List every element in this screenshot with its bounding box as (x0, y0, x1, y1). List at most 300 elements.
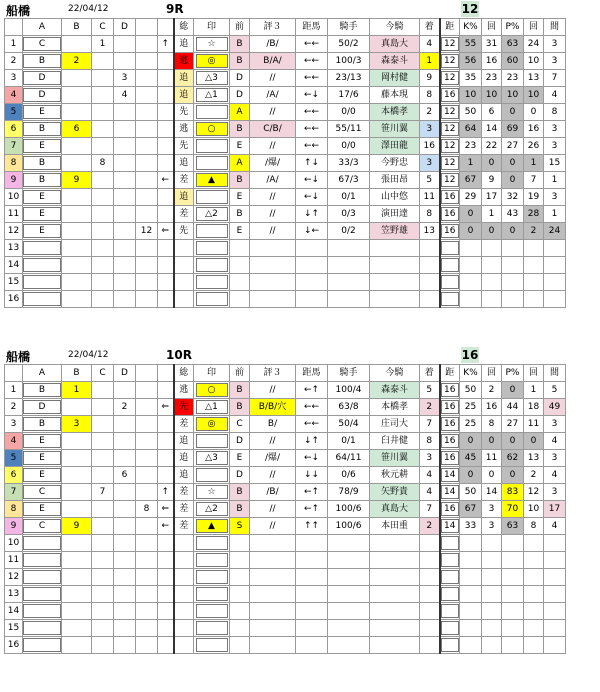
cell-k2[interactable]: 14 (482, 484, 502, 501)
cell-shirushi[interactable] (194, 620, 230, 637)
cell-c[interactable]: 1 (92, 36, 114, 53)
cell-ky[interactable] (440, 121, 460, 138)
cell-kon[interactable] (370, 603, 420, 620)
cell-c[interactable] (92, 620, 114, 637)
cell-a[interactable] (23, 36, 62, 53)
cell-k[interactable]: 33 (460, 518, 482, 535)
cell-chaku[interactable]: 1 (420, 53, 440, 70)
cell-shirushi[interactable] (194, 586, 230, 603)
cell-header[interactable]: 評３ (250, 365, 296, 382)
cell-k[interactable]: 1 (460, 155, 482, 172)
cell-c[interactable] (92, 240, 114, 257)
cell-ma[interactable]: 5 (544, 382, 566, 399)
cell-p2[interactable]: 0 (524, 104, 544, 121)
cell-d[interactable] (114, 552, 136, 569)
cell-b[interactable] (62, 484, 92, 501)
cell-kon[interactable] (370, 569, 420, 586)
cell-chaku[interactable] (420, 257, 440, 274)
cell-k2[interactable] (482, 552, 502, 569)
cell-hyo[interactable]: // (250, 223, 296, 240)
cell-chaku[interactable] (420, 291, 440, 308)
cell-ky[interactable] (440, 501, 460, 518)
cell-kon[interactable]: 臼井健 (370, 433, 420, 450)
cell-arrow[interactable] (158, 569, 174, 586)
cell-b[interactable]: 2 (62, 53, 92, 70)
cell-n[interactable]: 6 (5, 467, 23, 484)
cell-k2[interactable]: 31 (482, 36, 502, 53)
cell-d[interactable] (114, 569, 136, 586)
cell-b[interactable] (62, 223, 92, 240)
cell-arrow[interactable] (158, 104, 174, 121)
cell-p2[interactable]: 7 (524, 172, 544, 189)
cell-kon[interactable]: 本田重 (370, 518, 420, 535)
cell-kon[interactable]: 矢野貴 (370, 484, 420, 501)
cell-a[interactable] (23, 206, 62, 223)
cell-mae[interactable]: B (230, 501, 250, 518)
cell-p[interactable] (502, 637, 524, 654)
cell-k2[interactable]: 8 (482, 416, 502, 433)
cell-n[interactable]: 2 (5, 399, 23, 416)
cell-ky[interactable] (440, 518, 460, 535)
cell-e[interactable] (136, 637, 158, 654)
cell-kon[interactable]: 笹川翼 (370, 450, 420, 467)
cell-mae[interactable]: D (230, 433, 250, 450)
cell-shirushi[interactable] (194, 223, 230, 240)
cell-k2[interactable]: 14 (482, 121, 502, 138)
cell-shirushi[interactable] (194, 189, 230, 206)
cell-a[interactable] (23, 223, 62, 240)
cell-jockey[interactable]: 100/6 (328, 518, 370, 535)
cell-c[interactable] (92, 382, 114, 399)
cell-so[interactable]: 追 (174, 87, 194, 104)
cell-arrow[interactable]: ↑ (158, 484, 174, 501)
cell-b[interactable] (62, 87, 92, 104)
cell-c[interactable] (92, 399, 114, 416)
cell-kyori[interactable]: ←← (296, 36, 328, 53)
cell-header[interactable]: P% (502, 19, 524, 36)
cell-a[interactable] (23, 189, 62, 206)
cell-k[interactable]: 45 (460, 450, 482, 467)
cell-b[interactable] (62, 206, 92, 223)
cell-k2[interactable]: 0 (482, 467, 502, 484)
cell-p[interactable]: 43 (502, 206, 524, 223)
cell-ma[interactable]: 3 (544, 36, 566, 53)
cell-jockey[interactable]: 0/3 (328, 206, 370, 223)
cell-so[interactable]: 先 (174, 104, 194, 121)
cell-so[interactable]: 逃 (174, 53, 194, 70)
cell-shirushi[interactable] (194, 501, 230, 518)
cell-shirushi[interactable] (194, 138, 230, 155)
cell-hyo[interactable]: // (250, 70, 296, 87)
cell-p2[interactable]: 10 (524, 53, 544, 70)
cell-ky[interactable] (440, 138, 460, 155)
cell-a[interactable] (23, 416, 62, 433)
cell-p[interactable]: 70 (502, 501, 524, 518)
cell-ma[interactable]: 49 (544, 399, 566, 416)
cell-c[interactable] (92, 87, 114, 104)
cell-kon[interactable] (370, 291, 420, 308)
cell-mae[interactable] (230, 603, 250, 620)
cell-k2[interactable]: 1 (482, 206, 502, 223)
cell-shirushi[interactable] (194, 53, 230, 70)
cell-n[interactable]: 9 (5, 172, 23, 189)
cell-jockey[interactable]: 55/11 (328, 121, 370, 138)
cell-kon[interactable] (370, 257, 420, 274)
cell-jockey[interactable] (328, 257, 370, 274)
cell-jockey[interactable]: 17/6 (328, 87, 370, 104)
cell-header[interactable]: 今騎 (370, 19, 420, 36)
cell-chaku[interactable]: 2 (420, 518, 440, 535)
cell-p2[interactable]: 16 (524, 121, 544, 138)
cell-hyo[interactable] (250, 586, 296, 603)
cell-hyo[interactable] (250, 274, 296, 291)
cell-arrow[interactable]: ⇐ (158, 223, 174, 240)
cell-ky[interactable] (440, 206, 460, 223)
cell-so[interactable] (174, 569, 194, 586)
cell-arrow[interactable] (158, 291, 174, 308)
cell-kyori[interactable]: ←← (296, 416, 328, 433)
cell-p2[interactable]: 28 (524, 206, 544, 223)
cell-c[interactable] (92, 274, 114, 291)
cell-ma[interactable]: 17 (544, 501, 566, 518)
cell-d[interactable] (114, 603, 136, 620)
cell-so[interactable]: 追 (174, 155, 194, 172)
cell-k[interactable]: 0 (460, 223, 482, 240)
cell-ky[interactable] (440, 620, 460, 637)
cell-header[interactable]: 回 (524, 365, 544, 382)
cell-mae[interactable]: B (230, 399, 250, 416)
cell-so[interactable]: 差 (174, 501, 194, 518)
cell-kyori[interactable]: ←↓ (296, 189, 328, 206)
cell-header[interactable]: 距馬 (296, 19, 328, 36)
cell-so[interactable]: 追 (174, 433, 194, 450)
cell-k[interactable] (460, 257, 482, 274)
cell-c[interactable] (92, 257, 114, 274)
cell-d[interactable]: 3 (114, 70, 136, 87)
cell-c[interactable] (92, 223, 114, 240)
cell-ma[interactable] (544, 569, 566, 586)
cell-n[interactable]: 15 (5, 274, 23, 291)
cell-kon[interactable]: 演田達 (370, 206, 420, 223)
cell-a[interactable] (23, 257, 62, 274)
cell-e[interactable] (136, 382, 158, 399)
cell-p[interactable] (502, 586, 524, 603)
cell-so[interactable] (174, 637, 194, 654)
cell-c[interactable] (92, 569, 114, 586)
cell-ma[interactable] (544, 552, 566, 569)
cell-k[interactable] (460, 620, 482, 637)
cell-e[interactable] (136, 552, 158, 569)
cell-chaku[interactable]: 4 (420, 36, 440, 53)
cell-kon[interactable] (370, 586, 420, 603)
cell-ky[interactable] (440, 70, 460, 87)
cell-b[interactable]: 9 (62, 172, 92, 189)
cell-ky[interactable] (440, 155, 460, 172)
cell-ma[interactable] (544, 240, 566, 257)
cell-a[interactable] (23, 104, 62, 121)
cell-c[interactable] (92, 552, 114, 569)
cell-d[interactable] (114, 291, 136, 308)
cell-mae[interactable]: D (230, 70, 250, 87)
cell-d[interactable] (114, 36, 136, 53)
cell-d[interactable]: 4 (114, 87, 136, 104)
cell-so[interactable]: 追 (174, 467, 194, 484)
cell-a[interactable] (23, 382, 62, 399)
cell-shirushi[interactable] (194, 484, 230, 501)
cell-header[interactable]: A (23, 19, 62, 36)
cell-ky[interactable] (440, 87, 460, 104)
cell-kon[interactable]: 張田昂 (370, 172, 420, 189)
cell-jockey[interactable]: 100/3 (328, 53, 370, 70)
cell-k[interactable]: 35 (460, 70, 482, 87)
cell-chaku[interactable] (420, 603, 440, 620)
cell-d[interactable] (114, 620, 136, 637)
cell-mae[interactable]: E (230, 450, 250, 467)
cell-d[interactable] (114, 104, 136, 121)
cell-d[interactable] (114, 240, 136, 257)
cell-n[interactable]: 15 (5, 620, 23, 637)
cell-header[interactable]: 距馬 (296, 365, 328, 382)
cell-kyori[interactable]: ←↓ (296, 87, 328, 104)
cell-p2[interactable] (524, 569, 544, 586)
cell-jockey[interactable] (328, 569, 370, 586)
cell-e[interactable] (136, 87, 158, 104)
cell-p[interactable]: 32 (502, 189, 524, 206)
cell-jockey[interactable]: 0/6 (328, 467, 370, 484)
cell-ky[interactable] (440, 36, 460, 53)
cell-arrow[interactable] (158, 257, 174, 274)
cell-kon[interactable]: 森泰斗 (370, 382, 420, 399)
cell-b[interactable] (62, 274, 92, 291)
cell-mae[interactable]: B (230, 36, 250, 53)
cell-hyo[interactable]: B/A/ (250, 53, 296, 70)
cell-b[interactable] (62, 603, 92, 620)
cell-shirushi[interactable] (194, 416, 230, 433)
cell-kon[interactable]: 庄司大 (370, 416, 420, 433)
cell-so[interactable]: 差 (174, 206, 194, 223)
cell-b[interactable] (62, 257, 92, 274)
cell-hyo[interactable] (250, 552, 296, 569)
cell-n[interactable]: 6 (5, 121, 23, 138)
cell-hyo[interactable] (250, 637, 296, 654)
cell-k[interactable]: 55 (460, 36, 482, 53)
cell-k[interactable]: 64 (460, 121, 482, 138)
cell-so[interactable] (174, 240, 194, 257)
cell-ky[interactable] (440, 189, 460, 206)
cell-a[interactable] (23, 399, 62, 416)
cell-ky[interactable] (440, 552, 460, 569)
cell-kon[interactable] (370, 274, 420, 291)
cell-a[interactable] (23, 552, 62, 569)
cell-e[interactable] (136, 399, 158, 416)
cell-b[interactable] (62, 501, 92, 518)
cell-k[interactable] (460, 552, 482, 569)
cell-k[interactable]: 50 (460, 484, 482, 501)
cell-shirushi[interactable] (194, 121, 230, 138)
cell-so[interactable] (174, 552, 194, 569)
cell-arrow[interactable] (158, 70, 174, 87)
cell-kyori[interactable] (296, 535, 328, 552)
cell-mae[interactable] (230, 240, 250, 257)
cell-e[interactable] (136, 603, 158, 620)
cell-mae[interactable] (230, 586, 250, 603)
cell-ma[interactable]: 3 (544, 53, 566, 70)
cell-e[interactable] (136, 206, 158, 223)
cell-p[interactable] (502, 569, 524, 586)
cell-p[interactable]: 62 (502, 450, 524, 467)
cell-header[interactable] (136, 365, 158, 382)
cell-p2[interactable]: 13 (524, 450, 544, 467)
cell-arrow[interactable] (158, 467, 174, 484)
cell-kon[interactable] (370, 552, 420, 569)
cell-jockey[interactable] (328, 637, 370, 654)
cell-header[interactable]: K% (460, 19, 482, 36)
cell-k[interactable] (460, 535, 482, 552)
cell-k2[interactable]: 22 (482, 138, 502, 155)
cell-so[interactable] (174, 620, 194, 637)
cell-k2[interactable] (482, 637, 502, 654)
cell-c[interactable] (92, 467, 114, 484)
cell-a[interactable] (23, 620, 62, 637)
cell-n[interactable]: 8 (5, 501, 23, 518)
cell-header[interactable]: C (92, 19, 114, 36)
cell-header[interactable]: 今騎 (370, 365, 420, 382)
cell-a[interactable] (23, 291, 62, 308)
cell-k2[interactable]: 2 (482, 382, 502, 399)
cell-p[interactable]: 27 (502, 138, 524, 155)
cell-b[interactable] (62, 104, 92, 121)
cell-hyo[interactable] (250, 291, 296, 308)
cell-a[interactable] (23, 637, 62, 654)
cell-chaku[interactable] (420, 586, 440, 603)
cell-kon[interactable]: 真島大 (370, 501, 420, 518)
cell-a[interactable] (23, 484, 62, 501)
cell-p2[interactable] (524, 552, 544, 569)
cell-k2[interactable]: 3 (482, 501, 502, 518)
cell-mae[interactable]: S (230, 518, 250, 535)
cell-hyo[interactable] (250, 620, 296, 637)
cell-d[interactable] (114, 138, 136, 155)
cell-header[interactable]: D (114, 365, 136, 382)
cell-so[interactable]: 追 (174, 70, 194, 87)
cell-n[interactable]: 5 (5, 450, 23, 467)
cell-p[interactable] (502, 552, 524, 569)
cell-jockey[interactable] (328, 240, 370, 257)
cell-hyo[interactable] (250, 569, 296, 586)
cell-header[interactable] (158, 365, 174, 382)
cell-k2[interactable]: 10 (482, 87, 502, 104)
cell-kyori[interactable]: ↓↓ (296, 467, 328, 484)
cell-ma[interactable]: 4 (544, 433, 566, 450)
cell-hyo[interactable]: /A/ (250, 172, 296, 189)
cell-n[interactable]: 14 (5, 257, 23, 274)
cell-c[interactable] (92, 450, 114, 467)
cell-ma[interactable]: 3 (544, 450, 566, 467)
cell-kon[interactable]: 笠野雄 (370, 223, 420, 240)
cell-c[interactable] (92, 121, 114, 138)
cell-e[interactable] (136, 189, 158, 206)
cell-chaku[interactable]: 3 (420, 155, 440, 172)
cell-c[interactable] (92, 104, 114, 121)
cell-kon[interactable]: 森泰斗 (370, 53, 420, 70)
cell-so[interactable]: 追 (174, 450, 194, 467)
cell-p[interactable]: 10 (502, 87, 524, 104)
cell-chaku[interactable]: 8 (420, 433, 440, 450)
cell-a[interactable] (23, 87, 62, 104)
cell-header[interactable]: 距 (440, 365, 460, 382)
cell-kon[interactable]: 今野忠 (370, 155, 420, 172)
cell-mae[interactable]: A (230, 104, 250, 121)
cell-c[interactable] (92, 291, 114, 308)
cell-ma[interactable]: 3 (544, 189, 566, 206)
cell-e[interactable] (136, 138, 158, 155)
cell-chaku[interactable] (420, 569, 440, 586)
cell-chaku[interactable]: 5 (420, 382, 440, 399)
cell-ky[interactable] (440, 586, 460, 603)
cell-kyori[interactable] (296, 586, 328, 603)
cell-c[interactable] (92, 172, 114, 189)
cell-hyo[interactable]: /A/ (250, 87, 296, 104)
cell-p2[interactable]: 24 (524, 36, 544, 53)
cell-so[interactable] (174, 257, 194, 274)
cell-k[interactable]: 25 (460, 399, 482, 416)
cell-c[interactable] (92, 138, 114, 155)
cell-header[interactable] (158, 19, 174, 36)
cell-d[interactable] (114, 501, 136, 518)
cell-p[interactable] (502, 620, 524, 637)
cell-k[interactable]: 0 (460, 433, 482, 450)
cell-kon[interactable]: 澤田龍 (370, 138, 420, 155)
cell-n[interactable]: 4 (5, 87, 23, 104)
cell-arrow[interactable]: ← (158, 172, 174, 189)
cell-chaku[interactable]: 16 (420, 138, 440, 155)
cell-jockey[interactable]: 63/8 (328, 399, 370, 416)
cell-header[interactable]: 印 (194, 365, 230, 382)
cell-hyo[interactable]: /爆/ (250, 450, 296, 467)
cell-mae[interactable] (230, 637, 250, 654)
cell-k2[interactable] (482, 257, 502, 274)
cell-kon[interactable]: 本橋孝 (370, 399, 420, 416)
cell-c[interactable] (92, 206, 114, 223)
cell-n[interactable]: 12 (5, 569, 23, 586)
cell-ma[interactable]: 3 (544, 416, 566, 433)
cell-hyo[interactable]: // (250, 433, 296, 450)
cell-e[interactable] (136, 535, 158, 552)
cell-p2[interactable]: 2 (524, 467, 544, 484)
cell-ma[interactable]: 3 (544, 138, 566, 155)
cell-a[interactable] (23, 433, 62, 450)
cell-p2[interactable] (524, 274, 544, 291)
cell-p2[interactable]: 12 (524, 484, 544, 501)
cell-e[interactable] (136, 586, 158, 603)
cell-chaku[interactable]: 5 (420, 172, 440, 189)
cell-so[interactable] (174, 603, 194, 620)
cell-kyori[interactable]: ←← (296, 70, 328, 87)
cell-hyo[interactable]: /B/ (250, 484, 296, 501)
cell-shirushi[interactable] (194, 569, 230, 586)
cell-shirushi[interactable] (194, 172, 230, 189)
cell-hyo[interactable]: B/ (250, 416, 296, 433)
cell-jockey[interactable]: 0/0 (328, 138, 370, 155)
cell-arrow[interactable] (158, 189, 174, 206)
cell-a[interactable] (23, 138, 62, 155)
cell-k2[interactable]: 0 (482, 155, 502, 172)
cell-p[interactable]: 0 (502, 155, 524, 172)
cell-jockey[interactable]: 50/2 (328, 36, 370, 53)
cell-arrow[interactable] (158, 416, 174, 433)
cell-c[interactable] (92, 535, 114, 552)
cell-jockey[interactable] (328, 552, 370, 569)
